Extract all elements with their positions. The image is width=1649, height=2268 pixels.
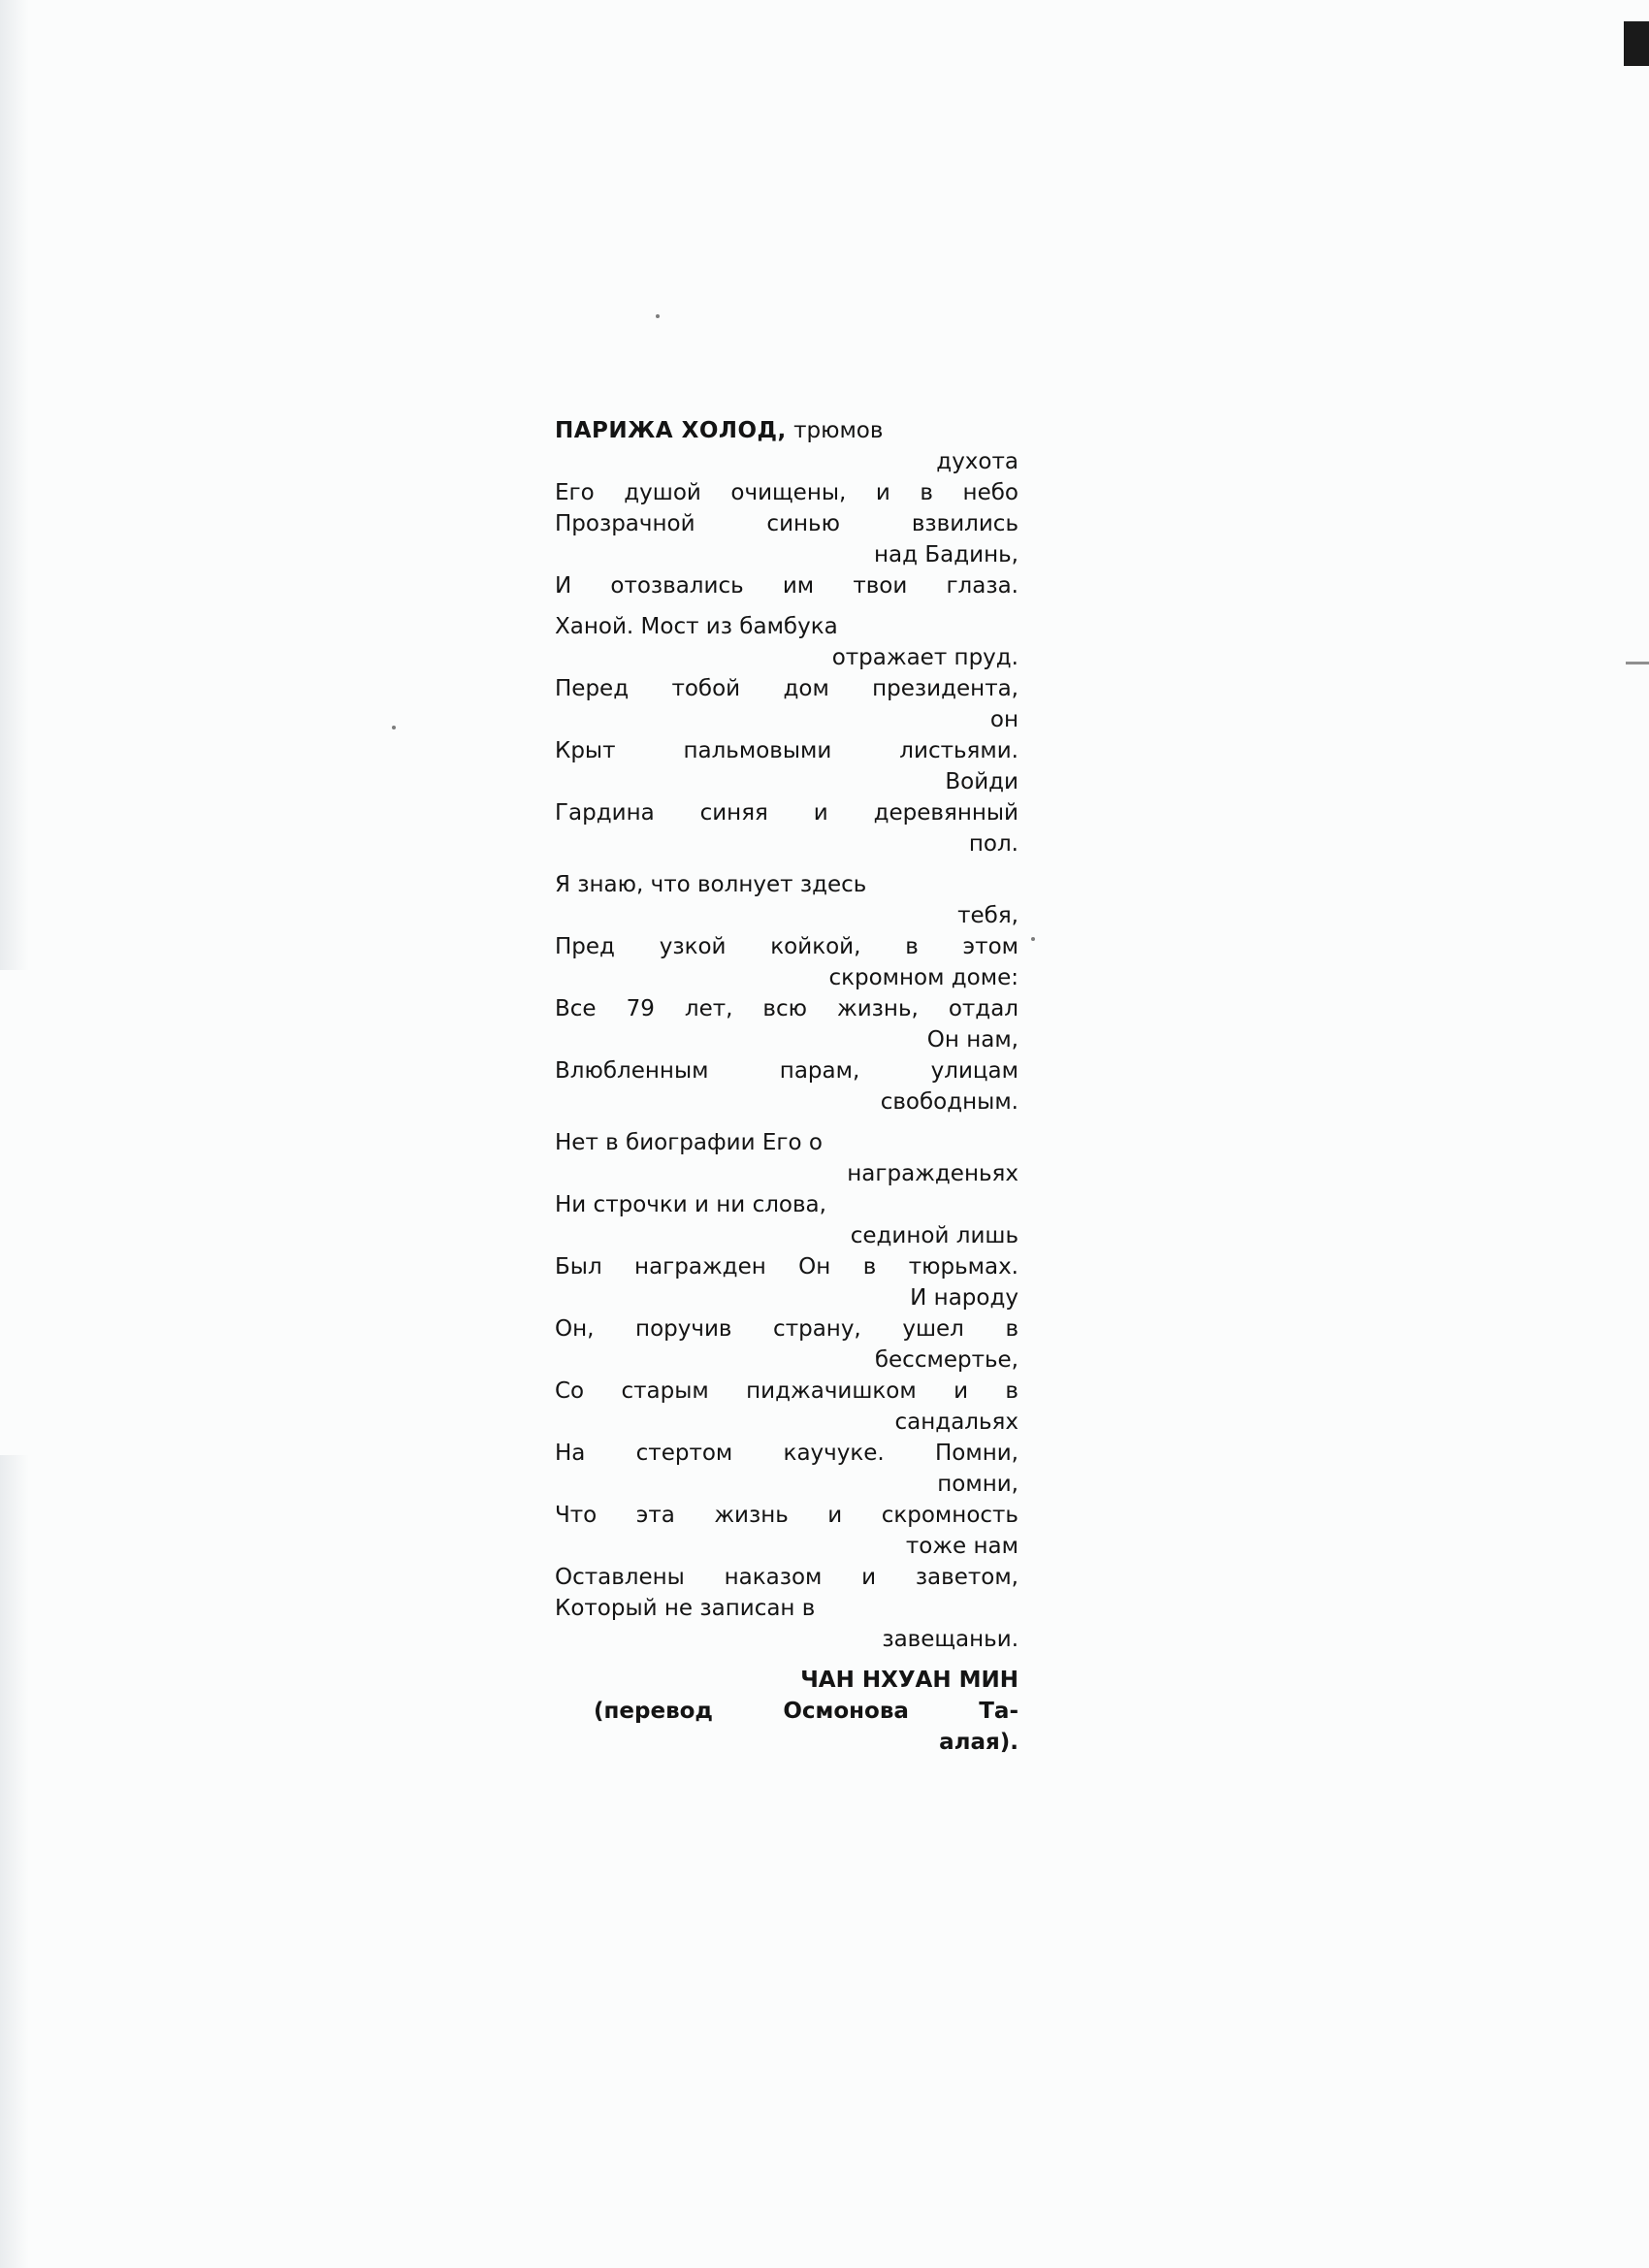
poem-line: духота bbox=[936, 449, 1018, 474]
poem-line: Он, поручив страну, ушел в bbox=[555, 1316, 1018, 1342]
poem-line: Перед тобой дом президента, bbox=[555, 676, 1018, 701]
poem-line: Его душой очищены, и в небо bbox=[555, 480, 1018, 505]
poem-line: Со старым пиджачишком и в bbox=[555, 1378, 1018, 1404]
translator-credit-end: алая). bbox=[939, 1730, 1018, 1755]
poem-line: Оставлены наказом и заветом, bbox=[555, 1565, 1018, 1590]
poem-line: Что эта жизнь и скромность bbox=[555, 1503, 1018, 1528]
poem-stanza bbox=[555, 611, 1018, 859]
poem-line: Я знаю, что волнует здесь bbox=[555, 872, 867, 897]
poem-line: тебя, bbox=[957, 903, 1018, 928]
poem-line: Который не записан в bbox=[555, 1596, 816, 1621]
poem-column bbox=[555, 415, 1018, 1758]
scan-edge-mark bbox=[1626, 662, 1649, 664]
poem-line: Влюбленным парам, улицам bbox=[555, 1058, 1018, 1084]
poem-line: Крыт пальмовыми листьями. bbox=[555, 738, 1018, 763]
poem-line: Все 79 лет, всю жизнь, отдал bbox=[555, 996, 1018, 1021]
poem-line: Войди bbox=[945, 769, 1018, 794]
poem-line: Прозрачной синью взвились bbox=[555, 511, 1018, 536]
scan-speck bbox=[1031, 937, 1035, 941]
poem-line: Ни строчки и ни слова, bbox=[555, 1192, 826, 1217]
scan-speck bbox=[656, 314, 660, 318]
scan-shadow-top bbox=[0, 0, 29, 970]
poem-line: тоже нам bbox=[905, 1534, 1018, 1559]
poem-line: И народу bbox=[910, 1285, 1018, 1311]
poem-line: над Бадинь, bbox=[874, 542, 1018, 567]
poem-line: сандальях bbox=[894, 1409, 1018, 1435]
poem-line: свободным. bbox=[880, 1089, 1018, 1115]
poem-line: Был награжден Он в тюрьмах. bbox=[555, 1254, 1018, 1280]
poem-line: скромном доме: bbox=[828, 965, 1018, 990]
poem-line: пол. bbox=[968, 831, 1018, 857]
poem-line: сединой лишь bbox=[850, 1223, 1018, 1248]
poem-line: Нет в биографии Его о bbox=[555, 1130, 823, 1155]
poem-stanza bbox=[555, 1127, 1018, 1655]
poem-line: отражает пруд. bbox=[831, 645, 1018, 670]
poem-opening-words: ПАРИЖА ХОЛОД, bbox=[555, 418, 787, 443]
poem-line: Пред узкой койкой, в этом bbox=[555, 934, 1018, 959]
poem-line: помни, bbox=[937, 1472, 1018, 1497]
scan-speck bbox=[392, 726, 396, 729]
poem-stanza bbox=[555, 415, 1018, 601]
translator-credit: (перевод Осмонова Та- bbox=[594, 1699, 1018, 1724]
scan-corner-mark bbox=[1624, 21, 1649, 66]
poem-line: завещаньи. bbox=[882, 1627, 1018, 1652]
poem-stanza bbox=[555, 869, 1018, 1118]
poem-line: Ханой. Мост из бамбука bbox=[555, 614, 838, 639]
poem-signature bbox=[555, 1665, 1018, 1758]
poem-line: Он нам, bbox=[926, 1027, 1018, 1053]
poem-line: И отозвались им твои глаза. bbox=[555, 573, 1018, 599]
author-name: ЧАН НХУАН МИН bbox=[800, 1668, 1018, 1693]
poem-line: награжденьях bbox=[847, 1161, 1018, 1186]
poem-line: бессмертье, bbox=[874, 1347, 1018, 1373]
poem-line: он bbox=[989, 707, 1018, 732]
poem-line: На стертом каучуке. Помни, bbox=[555, 1441, 1018, 1466]
scan-shadow-bottom bbox=[0, 1455, 29, 2268]
poem-line: Гардина синяя и деревянный bbox=[555, 800, 1018, 826]
poem-line bbox=[555, 415, 1018, 446]
poem-line-text: трюмов bbox=[793, 418, 884, 443]
